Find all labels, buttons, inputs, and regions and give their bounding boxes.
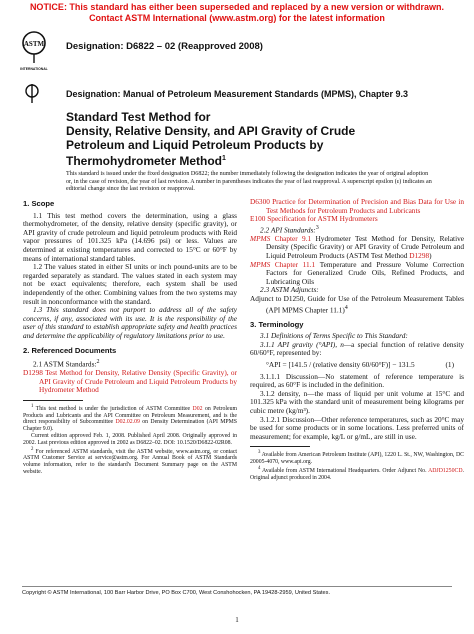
scope-heading: 1. Scope: [23, 199, 55, 208]
left-column: 1. Scope 1.1 This test method covers the determination, using a glass thermohydrometer, of the density, relative density (specific gravity), or API gravity of crude petroleum and liquid petroleum products with Reid vapor pressures of 101.325 kPa (14.696 psi) or less. Values are determined at existing temperatures and corrected to 15°C or 60°F by means of international standard tables. 1.2 The values stated in either SI units or inch pound-units are to be regarded separately as standard. The values stated in each system may not be exact equivalents; therefore, each system shall be used independently of the other. Combining values from the two systems may result in nonconformance with the standard. 1.3 This standard does not purport to address all of the safety concerns, if any, associated with its use. It is the responsibility of the user of this standard to establish appropriate safety and health practices and determine the applicability of regulatory limitations prior to use. 2. Referenced Documents 2.1 ASTM Standards:$^2$ D1298 Test Method for Density, Relative Density (Specific Gravity), or API Gravity of Crude Petroleum and Liquid Petroleum Products by Hydrometer Method $^1$ This test method is under the jurisdiction of ASTM Committee D02 on Petroleum Products and Lubricants and the API Committee on Petroleum Measurement, and is the direct responsibility of Subcommittee D02.02.09 on Density Determination (API MPMS Chapter 9.0). Current edition approved Feb. 1, 2008. Published April 2008. Originally approved in 2002. Last previous edition approved in 2002 as D6822–02. DOI: 10.1520/D6822-02R08. $^2$ For referenced ASTM standards, visit the ASTM website, www.astm.org, or contact ASTM Customer Service at service@astm.org. For Annual Book of ASTM Standards volume information, refer to the standard's Document Summary page on the ASTM website.: [23, 199, 237, 475]
footnote-rule-right: [250, 446, 310, 447]
notice-line-2: Contact ASTM International (www.astm.org) for the latest information: [89, 13, 385, 23]
svg-text:ASTM: ASTM: [23, 40, 45, 48]
document-title: Standard Test Method for Density, Relative Density, and API Gravity of Crude Petroleum and Liquid Petroleum Products by Thermohydrometer Method$^1$: [66, 110, 356, 168]
footnote-3: $^3$ Available from American Petroleum Institute (API), 1220 L. St., NW, Washington, DC 20005-4070, www.api.org.: [250, 450, 464, 465]
ref-e100[interactable]: E100 Specification for ASTM Hydrometers: [250, 214, 378, 224]
ref-mpms-9-1: MPMS Chapter 9.1 Hydrometer Test Method for Density, Relative Density (Specific Gravity) or API Gravity of Crude Petroleum and Liquid Petroleum Products (ASTM Test Method D1298): [250, 233, 464, 260]
para-2-1: 2.1 ASTM Standards:: [33, 359, 97, 369]
equation-1: °API = [141.5 / (relative density 60/60°F)] − 131.5 (1): [266, 359, 454, 369]
svg-text:INTERNATIONAL: INTERNATIONAL: [20, 67, 48, 71]
para-3-1-2: 3.1.2 density, n—the mass of liquid per unit volume at 15°C and 101.325 kPa with the standard unit of measurement being kilograms per cubic metre (kg/m³).: [250, 388, 464, 415]
copyright-footer: Copyright © ASTM International, 100 Barr Harbor Drive, PO Box C700, West Conshohocken, PA 19428-2959, United States.: [22, 586, 452, 596]
right-column: D6300 Practice for Determination of Precision and Bias Data for Use in Test Methods for Petroleum Products and Lubricants E100 Specification for ASTM Hydrometers 2.2 API Standards:$^3$ MPMS Chapter 9.1 Hydrometer Test Method for Density, Relative Density (Specific Gravity) or API Gravity of Crude Petroleum and Liquid Petroleum Products (ASTM Test Method D1298) MPMS Chapter 11.1 Temperature and Pressure Volume Correction Factors for Generalized Crude Oils, Refined Products, and Lubricating Oils 2.3 ASTM Adjuncts: Adjunct to D1250, Guide for Use of the Petroleum Measurement Tables (API MPMS Chapter 11.1)$^4$ 3. Terminology 3.1 Definitions of Terms Specific to This Standard: 3.1.1 API gravity (°API), n—a special function of relative density 60/60°F, represented by: °API = [141.5 / (relative density 60/60°F)] − 131.5 (1) 3.1.1.1 Discussion—No statement of reference temperature is required, as 60°F is included in the definition. 3.1.2 density, n—the mass of liquid per unit volume at 15°C and 101.325 kPa with the standard unit of measurement being kilograms per cubic metre (kg/m³). 3.1.2.1 Discussion—Other reference temperatures, such as 20°C may be used for some products or in some locations. Less preferred units of measurement; for example, kg/L or g/mL, are still in use. $^3$ Available from American Petroleum Institute (API), 1220 L. St., NW, Washington, DC 20005-4070, www.api.org. $^4$ Available from ASTM International Headquarters. Order Adjunct No. ADJD1250CD. Original adjunct produced in 2004.: [250, 197, 465, 481]
designation: Designation: D6822 – 02 (Reapproved 2008): [66, 41, 263, 52]
ref-d1298[interactable]: D1298 Test Method for Density, Relative Density (Specific Gravity), or API Gravity of Crude Petroleum and Liquid Petroleum Products by Hydrometer Method: [23, 368, 237, 395]
footnote-2: $^2$ For referenced ASTM standards, visit the ASTM website, www.astm.org, or contact ASTM Customer Service at service@astm.org. For Annual Book of ASTM Standards volume information, refer to the standard's Document Summary page on the ASTM website.: [23, 446, 237, 475]
mpms-designation: Designation: Manual of Petroleum Measurement Standards (MPMS), Chapter 9.3: [66, 89, 409, 99]
footnote-4: $^4$ Available from ASTM International Headquarters. Order Adjunct No. ADJD1250CD. Original adjunct produced in 2004.: [250, 465, 464, 481]
astm-logo-icon: [22, 30, 46, 72]
ref-adjunct: Adjunct to D1250, Guide for Use of the Petroleum Measurement Tables (API MPMS Chapter 11.1)$^4$: [250, 293, 464, 314]
page-number: 1: [235, 616, 239, 624]
supersede-notice: [0, 2, 474, 24]
fixed-designation-note: This standard is issued under the fixed designation D6822; the number immediately following the designation indicates the year of original adoption or, in the case of revision, the year of last revision. A number in parentheses indicates the year of last reapproval. A superscript epsilon (ε) indicates an editorial change since the last revision or reapproval.: [66, 171, 432, 193]
ref-mpms-11-1: MPMS Chapter 11.1 Temperature and Pressure Volume Correction Factors for Generalized Crude Oils, Refined Products, and Lubricating Oils: [250, 259, 464, 286]
para-1-1: 1.1 This test method covers the determination, using a glass thermohydrometer, of the density, relative density (specific gravity), or API gravity of crude petroleum and liquid petroleum products with Reid vapor pressures of 101.325 kPa (14.696 psi) or less. Values are determined at existing temperatures and corrected to 15°C or 60°F by means of international standard tables.: [23, 210, 237, 263]
notice-line-1: NOTICE: This standard has either been superseded and replaced by a new version or withdrawn.: [29, 2, 445, 12]
para-3-1-2-1: 3.1.2.1 Discussion—Other reference temperatures, such as 20°C may be used for some products or in some locations. Less preferred units of measurement; for example, kg/L or g/mL, are still in use.: [250, 414, 464, 441]
link-d0202[interactable]: D02.02.09: [115, 419, 140, 426]
api-mpms-icon: [24, 82, 40, 104]
para-3-1-1: 3.1.1 API gravity (°API), n—a special function of relative density 60/60°F, represented by:: [250, 339, 465, 358]
ref-d6300[interactable]: D6300 Practice for Determination of Precision and Bias Data for Use in Test Methods for Petroleum Products and Lubricants: [250, 197, 465, 215]
para-2-3: 2.3 ASTM Adjuncts:: [260, 285, 319, 295]
terminology-heading: 3. Terminology: [250, 319, 304, 329]
footnote-1: $^1$ This test method is under the jurisdiction of ASTM Committee D02 on Petroleum Products and Lubricants and the API Committee on Petroleum Measurement, and is the direct responsibility of Subcommittee D02.02.09 on Density Determination (API MPMS Chapter 9.0).: [23, 403, 237, 433]
para-3-1-1-1: 3.1.1.1 Discussion—No statement of reference temperature is required, as 60°F is included in the definition.: [250, 371, 464, 390]
refdocs-heading: 2. Referenced Documents: [23, 345, 117, 355]
para-3-1: 3.1 Definitions of Terms Specific to This Standard:: [260, 331, 408, 341]
link-d02[interactable]: D02: [192, 405, 203, 412]
para-2-2: 2.2 API Standards:: [260, 225, 316, 235]
footnote-rule: [23, 400, 83, 401]
link-adjunct[interactable]: ADJD1250CD: [428, 467, 463, 474]
para-1-3: 1.3 This standard does not purport to address all of the safety concerns, if any, associated with its use. It is the responsibility of the user of this standard to establish appropriate safety and health practices and determine the applicability of regulatory limitations prior to use.: [23, 305, 237, 340]
para-1-2: 1.2 The values stated in either SI units or inch pound-units are to be regarded separately as standard. The values stated in each system may not be exact equivalents; therefore, each system shall be used independently of the other. Combining values from the two systems may result in nonconformance with the standard.: [23, 262, 237, 306]
footnote-1-edition: Current edition approved Feb. 1, 2008. Published April 2008. Originally approved in 2002. Last previous edition approved in 2002 as D6822–02. DOI: 10.1520/D6822-02R08.: [23, 433, 237, 446]
